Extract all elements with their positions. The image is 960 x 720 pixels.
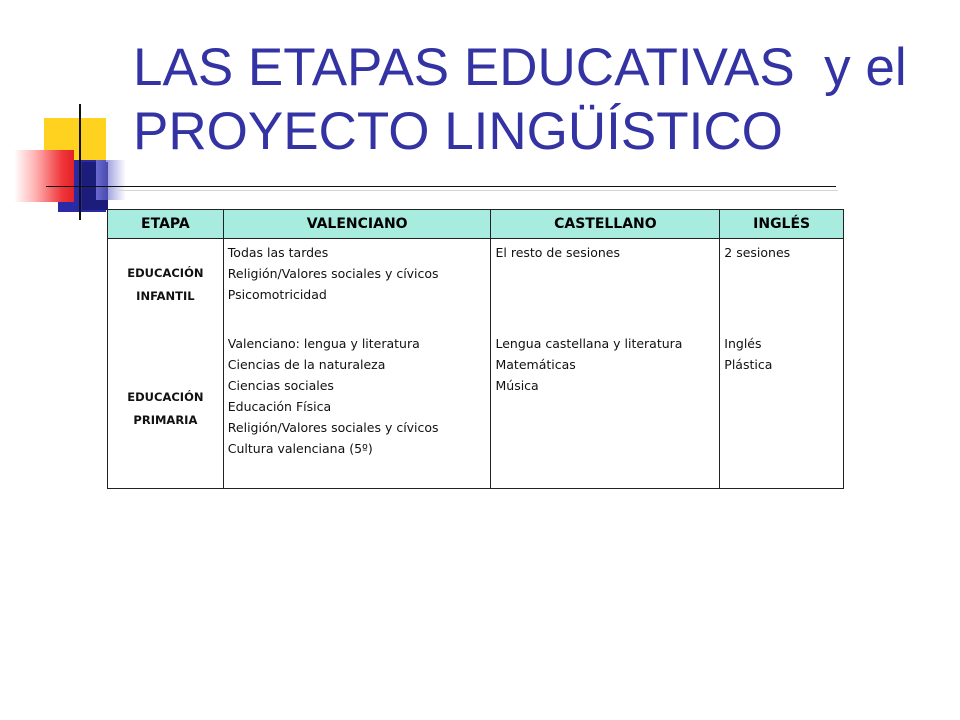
header-castellano: CASTELLANO [491,210,720,239]
subject-item: Cultura valenciana (5º) [227,441,373,456]
subject-item: Todas las tardes [227,245,329,260]
subject-item: 2 sesiones [724,245,791,260]
blue-glow [96,160,126,200]
castellano-cell [491,239,720,331]
subject-item: Música [495,378,539,393]
title-divider-shadow [118,190,838,191]
stage-label: PRIMARIA [133,413,198,427]
title-divider [46,186,836,187]
stages-table [107,209,844,489]
subject-item: Ciencias de la naturaleza [227,357,386,372]
subject-item: Inglés [724,336,762,351]
stage-cell [108,239,224,331]
table-header-row [108,210,844,239]
subject-item: Psicomotricidad [227,287,327,302]
subject-item: Educación Física [227,399,332,414]
subject-item: Religión/Valores sociales y cívicos [227,420,439,435]
slide-title-line-2: PROYECTO LINGÜÍSTICO [133,102,783,161]
stage-label: INFANTIL [136,288,195,303]
castellano-cell [491,330,720,489]
subject-item: Plástica [724,357,773,372]
ingles-cell [720,330,844,489]
slide-title-line-1: LAS ETAPAS EDUCATIVAS y el [133,38,907,97]
subject-item: Religión/Valores sociales y cívicos [227,266,439,281]
valenciano-cell [223,239,491,331]
red-gradient-square [14,150,74,202]
header-ingles: INGLÉS [720,210,844,239]
stage-label: EDUCACIÓN [127,265,204,280]
header-etapa: ETAPA [108,210,224,239]
table-row [108,330,844,489]
stage-cell [108,330,224,489]
vertical-rule [79,104,81,220]
subject-item: Lengua castellana y literatura [495,336,683,351]
valenciano-cell [223,330,491,489]
subject-item: Matemáticas [495,357,576,372]
subject-item: El resto de sesiones [495,245,620,260]
ingles-cell [720,239,844,331]
subject-item: Ciencias sociales [227,378,334,393]
header-valenciano: VALENCIANO [223,210,491,239]
slide-title [133,36,943,164]
table-row [108,239,844,331]
stage-label: EDUCACIÓN [127,390,204,404]
subject-item: Valenciano: lengua y literatura [227,336,420,351]
